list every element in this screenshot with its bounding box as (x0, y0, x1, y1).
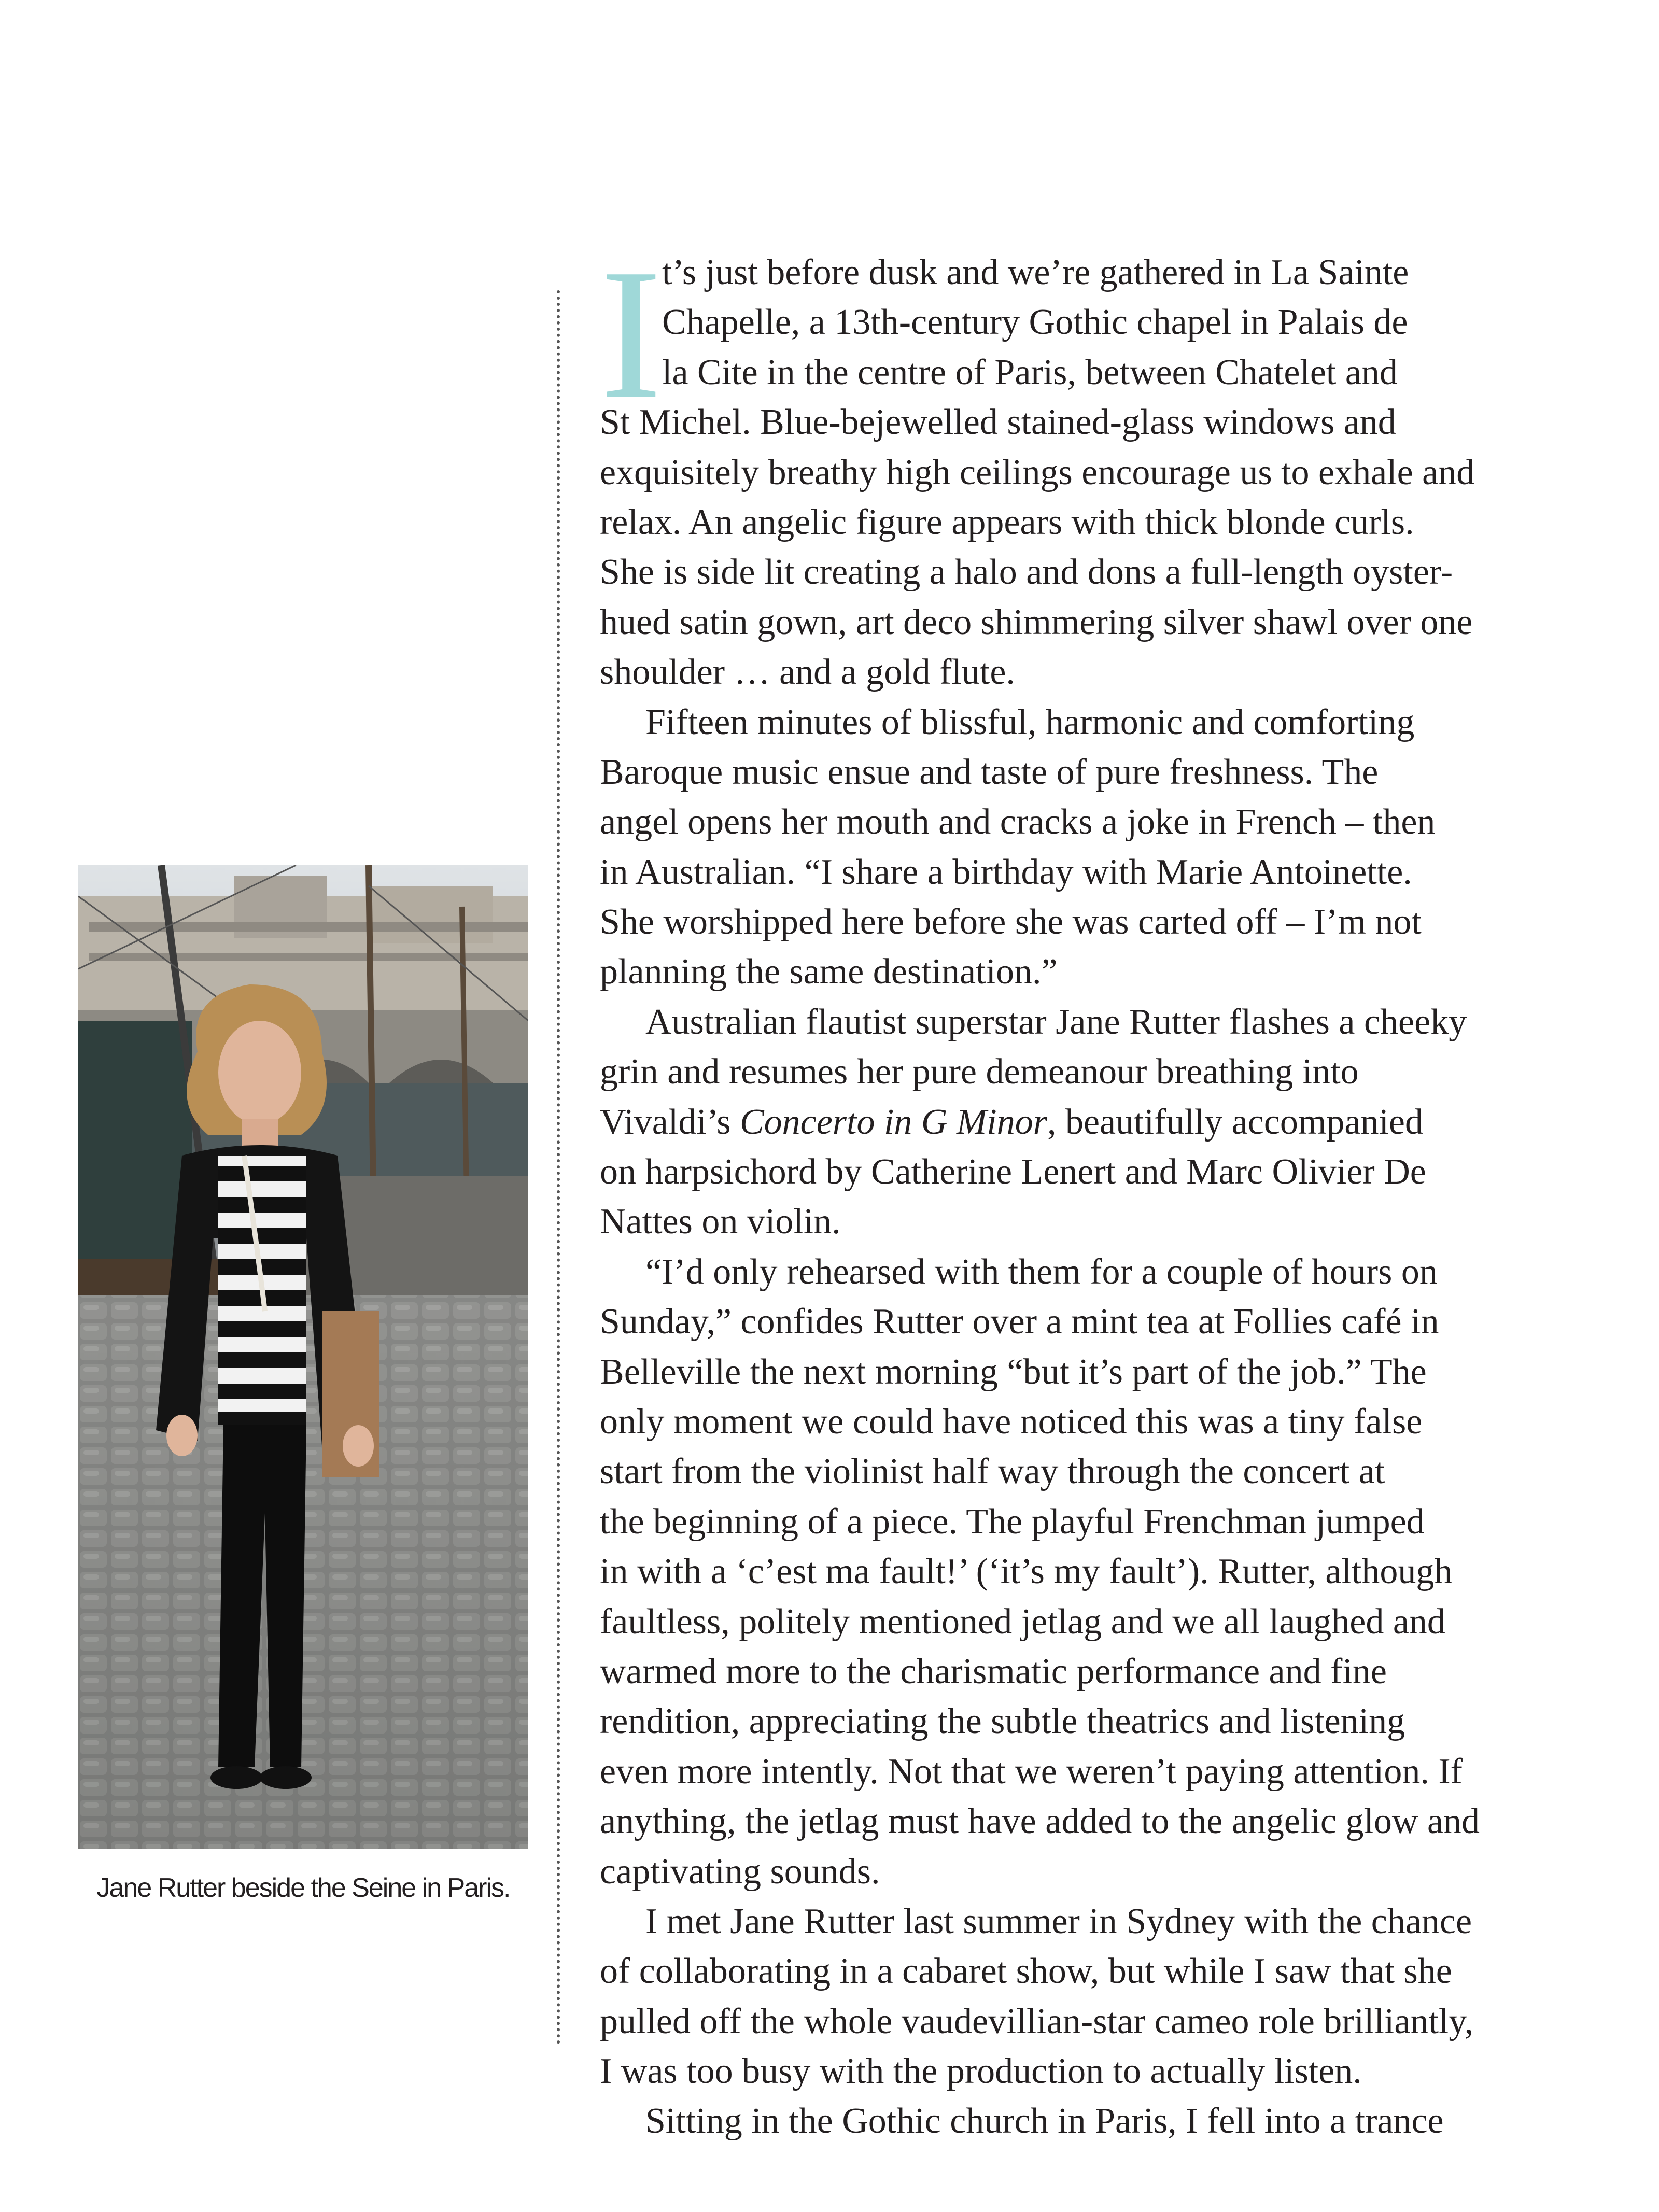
article-line: St Michel. Blue-bejewelled stained-glass windows and (600, 402, 1396, 443)
article-line: of collaborating in a cabaret show, but while I saw that she (600, 1951, 1452, 1992)
article-line: relax. An angelic figure appears with thick blonde curls. (600, 502, 1414, 542)
article-line: the beginning of a piece. The playful Frenchman jumped (600, 1501, 1425, 1542)
article-line: start from the violinist half way through the concert at (600, 1452, 1385, 1492)
article-line: anything, the jetlag must have added to the angelic glow and (600, 1801, 1480, 1842)
article-line: Belleville the next morning “but it’s part of the job.” The (600, 1351, 1427, 1392)
article-line (600, 1097, 1616, 1147)
article-line: grin and resumes her pure demeanour breathing into (600, 1052, 1359, 1092)
article-line: in with a ‘c’est ma fault!’ (‘it’s my fault’). Rutter, although (600, 1552, 1453, 1592)
column-divider (557, 290, 560, 2045)
article-line: angel opens her mouth and cracks a joke in French – then (600, 802, 1436, 842)
article-line-part: Vivaldi’s (600, 1102, 740, 1142)
article-line: captivating sounds. (600, 1851, 880, 1892)
article-line: warmed more to the charismatic performance and fine (600, 1651, 1387, 1692)
article-line: in Australian. “I share a birthday with Marie Antoinette. (600, 852, 1412, 892)
article-line: She worshipped here before she was carted off – I’m not (600, 902, 1422, 942)
article-line: t’s just before dusk and we’re gathered in La Sainte (662, 252, 1409, 292)
article-line: Nattes on violin. (600, 1202, 841, 1242)
article-line-part: , beautifully accompanied (1047, 1102, 1423, 1142)
article-line: la Cite in the centre of Paris, between Chatelet and (662, 352, 1398, 392)
article-line: I was too busy with the production to actually listen. (600, 2051, 1362, 2092)
work-title: Concerto in G Minor (739, 1102, 1047, 1142)
article-line: Chapelle, a 13th-century Gothic chapel in Palais de (662, 302, 1408, 343)
article-line: Fifteen minutes of blissful, harmonic and comforting (645, 702, 1415, 742)
article-line: Baroque music ensue and taste of pure freshness. The (600, 752, 1379, 792)
article-line: “I’d only rehearsed with them for a couple of hours on (645, 1251, 1438, 1292)
article-line: hued satin gown, art deco shimmering silver shawl over one (600, 602, 1473, 642)
article-photo (78, 865, 528, 1849)
article-line: even more intently. Not that we weren’t paying attention. If (600, 1751, 1463, 1792)
article-body (600, 230, 1616, 2147)
article-line: Sunday,” confides Rutter over a mint tea at Follies café in (600, 1302, 1439, 1342)
article-line: exquisitely breathy high ceilings encourage us to exhale and (600, 452, 1475, 492)
article-line: Sitting in the Gothic church in Paris, I fell into a trance (645, 2101, 1444, 2141)
article-line: She is side lit creating a halo and dons a full-length oyster- (600, 552, 1453, 593)
article-line: faultless, politely mentioned jetlag and we all laughed and (600, 1601, 1445, 1642)
article-line: Australian flautist superstar Jane Rutter flashes a cheeky (645, 1002, 1467, 1042)
photo-illustration (78, 865, 528, 1849)
photo-caption: Jane Rutter beside the Seine in Paris. (96, 1873, 510, 1903)
article-line: shoulder … and a gold flute. (600, 652, 1015, 693)
article-line: planning the same destination.” (600, 952, 1058, 992)
article-line: rendition, appreciating the subtle theatrics and listening (600, 1701, 1405, 1742)
article-line: pulled off the whole vaudevillian-star cameo role brilliantly, (600, 2001, 1474, 2041)
article-line: on harpsichord by Catherine Lenert and Marc Olivier De (600, 1152, 1426, 1192)
drop-cap: I (600, 230, 662, 437)
article-line: I met Jane Rutter last summer in Sydney with the chance (645, 1901, 1472, 1941)
article-line: only moment we could have noticed this was a tiny false (600, 1401, 1423, 1442)
